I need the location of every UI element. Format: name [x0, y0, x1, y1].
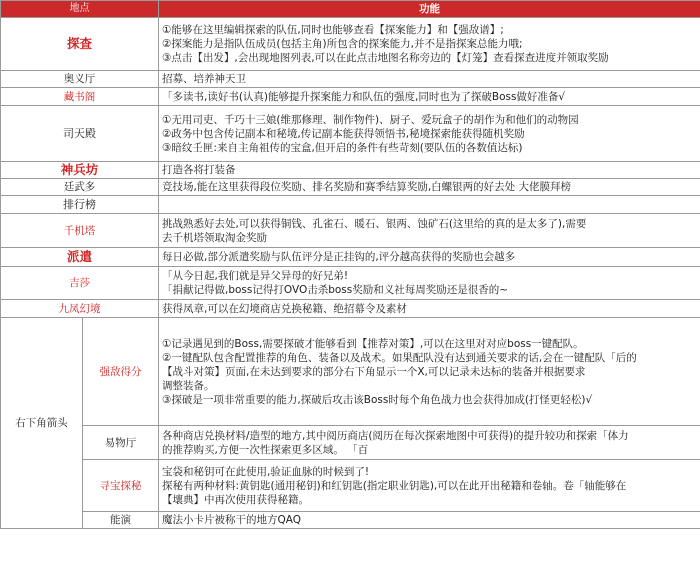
location-cell: 奥义厅 [1, 71, 159, 88]
function-cell [159, 196, 700, 214]
location-cell: 探查 [1, 18, 159, 71]
function-line: ③点击【出发】,会出现地图列表,可以在此点击地图名称旁边的【灯笼】查看探查进度并领取奖励 [162, 52, 609, 64]
header-function: 功能 [159, 1, 700, 18]
table-row [1, 512, 700, 529]
sub-location-cell: 易物厅 [83, 426, 159, 460]
table-row [1, 267, 700, 300]
table-row [1, 214, 700, 248]
function-cell [159, 179, 700, 196]
sub-location-cell: 能演 [83, 512, 159, 529]
function-cell [159, 267, 700, 300]
table-row [1, 162, 700, 179]
table-row [1, 248, 700, 267]
function-line: 「多读书,读好书(认真)能够提升探案能力和队伍的强度,同时也为了探破Boss做好准备√ [162, 90, 566, 103]
function-cell [159, 248, 700, 267]
table-row [1, 88, 700, 106]
function-line: 获得凤章,可以在幻境商店兑换秘籍、绝招幕令及素材 [162, 302, 407, 315]
header-row [1, 1, 700, 18]
table-row [1, 71, 700, 88]
table-row [1, 300, 700, 318]
table-row [1, 460, 700, 512]
table-row [1, 426, 700, 460]
function-line: 【战斗对策】页面,在未达到要求的部分右下角显示一个X,可以记录未达标的装备并根据要求 [162, 365, 586, 378]
function-cell [159, 512, 700, 529]
function-line: 「从今日起,我们就是异父异母的好兄弟! [162, 270, 349, 282]
function-line: ②探案能力是指队伍成员(包括主角)所包含的探案能力,并不是指探案总能力哦; [162, 38, 523, 50]
function-line: 招募、培养神天卫 [162, 73, 246, 85]
location-cell: 九凤幻境 [1, 300, 159, 318]
header-location: 地点 [1, 1, 159, 18]
table-row [1, 106, 700, 162]
function-line: ②政务中包含传记副本和秘境,传记副本能获得领悟书,秘境探索能获得随机奖励 [162, 127, 525, 140]
function-line: 「捐献记得做,boss记得打OVO击杀boss奖励和义社每周奖励还是很香的~ [162, 284, 509, 296]
function-line: 的推荐购买,方便一次性探索更多区域。 「百 [162, 443, 369, 456]
location-cell: 排行榜 [1, 196, 159, 214]
function-line: 【壤典】中再次使用获得秘籍。 [162, 493, 309, 506]
function-line: 每日必做,部分派遣奖励与队伍评分是正挂钩的,评分越高获得的奖励也会越多 [162, 251, 516, 263]
function-line: ③探破是一项非常重要的能力,探破后攻击该Boss时每个角色战力也会获得加成(打怪更轻松)√ [162, 393, 593, 406]
function-line: 调整装备。 [162, 379, 215, 392]
function-line: 打造各将打装备 [162, 164, 236, 176]
function-line: 宝袋和秘钥可在此使用,验证血脉的时候到了! [162, 465, 370, 478]
location-cell: 神兵坊 [1, 162, 159, 179]
table-row [1, 18, 700, 71]
function-line: ①能够在这里编辑探索的队伍,同时也能够查看【探案能力】和【强敌谱】; [162, 24, 504, 36]
function-line: 各种商店兑换材料/造型的地方,其中阅历商店(阅历在每次探索地图中可获得)的提升较功和探索「体力 [162, 429, 629, 442]
location-cell: 藏书阁 [1, 88, 159, 106]
function-line: ②一键配队包含配置推荐的角色、装备以及战术。如果配队没有达到通关要求的话,会在一键配队「后的 [162, 351, 637, 364]
location-cell: 吉莎 [1, 267, 159, 300]
function-line: ①无用司吏、千巧十三娘(维那修理、制作物件)、厨子、爱玩盒子的胡作为和他们的动物园 [162, 113, 579, 126]
function-line: 探秘有两种材料:黄钥匙(通用秘钥)和红钥匙(指定职业钥匙),可以在此开出秘籍和卷轴。卷「轴能够在 [162, 479, 627, 492]
table-row [1, 179, 700, 196]
location-cell: 司天殿 [1, 106, 159, 162]
function-cell [159, 162, 700, 179]
function-cell [159, 214, 700, 248]
location-cell: 千机塔 [1, 214, 159, 248]
function-line: 魔法小卡片被称干的地方QAQ [162, 514, 302, 526]
function-line: ③暗纹壬匣:来自主角祖传的宝盒,但开启的条件有些苛刻(要队伍的各数值达标) [162, 141, 523, 154]
function-cell [159, 426, 700, 460]
function-cell [159, 300, 700, 318]
function-cell [159, 71, 700, 88]
function-line: ①记录遇见到的Boss,需要探破才能够看到【推荐对策】,可以在这里对对应boss一键配队。 [162, 337, 584, 350]
function-line: 挑战熟悉好去处,可以获得铜钱、孔雀石、暖石、银两、蚀矿石(这里给的真的是太多了),需要 [162, 217, 587, 230]
function-cell [159, 88, 700, 106]
location-cell: 廷武多 [1, 179, 159, 196]
function-line: 去千机塔领取淘金奖励 [162, 231, 267, 244]
group-cell: 右下角箭头 [1, 318, 83, 529]
table-row [1, 318, 700, 426]
location-cell: 派遣 [1, 248, 159, 267]
function-cell [159, 18, 700, 71]
sub-location-cell: 寻宝探秘 [83, 460, 159, 512]
function-cell [159, 106, 700, 162]
function-cell [159, 460, 700, 512]
table-row [1, 196, 700, 214]
sub-location-cell: 强敌得分 [83, 318, 159, 426]
function-line: 竞技场,能在这里获得段位奖励、排名奖励和赛季结算奖励,白螺银两的好去处 大佬膜拜榜 [162, 181, 572, 193]
function-cell [159, 318, 700, 426]
